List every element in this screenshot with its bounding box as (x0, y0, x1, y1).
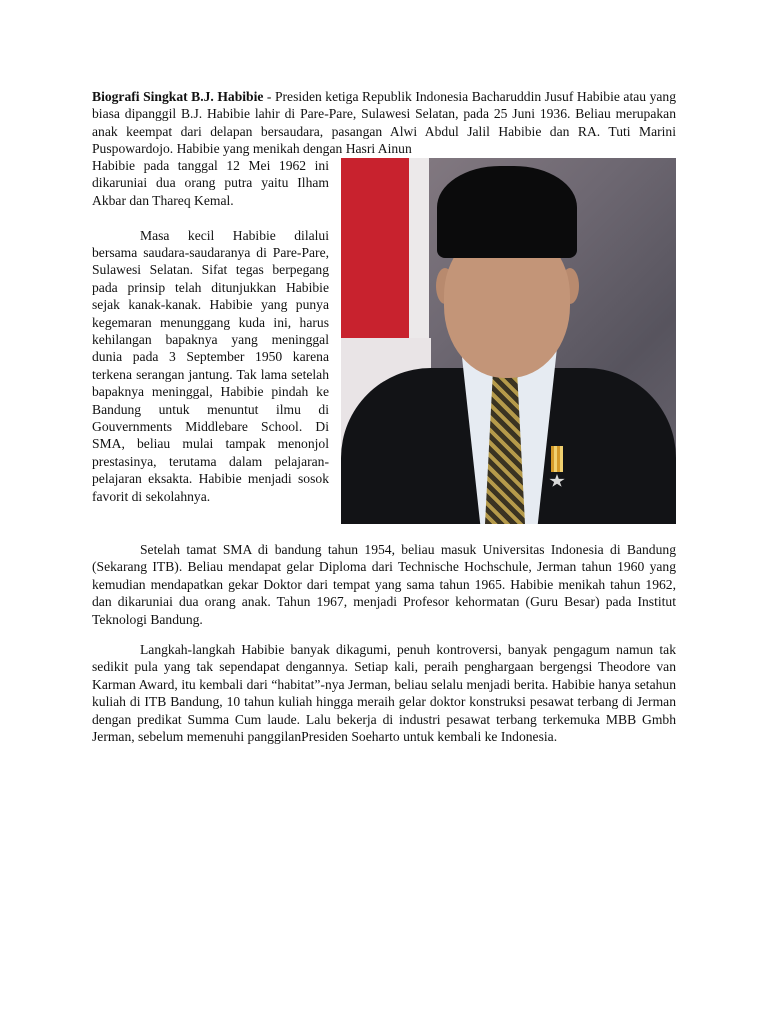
paragraph-education: Setelah tamat SMA di bandung tahun 1954, beliau masuk Universitas Indonesia di Bandung (Sekarang ITB). Beliau mendapat gelar Diploma dari Technische Hochschule, Jerman tahun 1960 yang kemudian mendapatkan gekar Doktor dari tempat yang sama tahun 1965. Habibie menikah tahun 1962, dan dikaruniai dua orang anak. Tahun 1967, menjadi Profesor kehormatan (Guru Besar) pada Institut Teknologi Bandung. (92, 542, 676, 627)
paragraph-career: Langkah-langkah Habibie banyak dikagumi, penuh kontroversi, banyak pengagum namun tak sedikit pula yang tak sependapat dengannya. Setiap kali, peraih penghargaan bergengsi Theodore van Karman Award, itu kembali dari “habitat”-nya Jerman, beliau selalu menjadi berita. Habibie hanya setahun kuliah di ITB Bandung, 10 tahun kuliah hingga meraih gelar doktor konstruksi pesawat terbang di Jerman dengan predikat Summa Cum laude. Lalu bekerja di industri pesawat terbang terkemuka MBB Gmbh Jerman, sebelum memenuhi panggilanPresiden Soeharto untuk kembali ke Indonesia. (92, 642, 676, 745)
paragraph-childhood: Masa kecil Habibie dilalui bersama saudara-saudaranya di Pare-Pare, Sulawesi Selatan. Sifat tegas berpegang pada prinsip telah ditunjukkan Habibie sejak kanak-kanak. Habibie yang punya kegemaran menunggang kuda ini, harus kehilangan bapaknya yang meninggal dunia pada 3 September 1950 karena terkena serangan jantung. Tak lama setelah bapaknya meninggal, Habibie pindah ke Bandung untuk menuntut ilmu di Gouvernments Middlebare School. Di SMA, beliau mulai tampak menonjol prestasinya, terutama dalam pelajaran-pelajaran eksakta. Habibie menjadi sosok favorit di sekolahnya. (92, 227, 329, 504)
medal-ribbon-icon (551, 446, 563, 472)
intro-text: - Presiden ketiga Republik Indonesia Bacharuddin Jusuf Habibie atau yang biasa dipanggil B.J. Habibie lahir di Pare-Pare, Sulawesi Selatan, pada 25 Juni 1936. Beliau merupakan anak keempat dari delapan bersaudara, pasangan Alwi Abdul Jalil Habibie dan RA. Tuti Marini Puspowardojo. Habibie yang menikah dengan Hasri Ainun (92, 89, 676, 157)
portrait-photo (341, 158, 676, 524)
document-title: Biografi Singkat B.J. Habibie (92, 89, 264, 104)
intro-paragraph (92, 88, 676, 158)
peci-hat (437, 166, 577, 258)
intro-continued: Habibie pada tanggal 12 Mei 1962 ini dikaruniai dua orang putra yaitu Ilham Akbar dan Thareq Kemal. (92, 158, 329, 208)
side-column (92, 157, 329, 505)
flag-white-stripe (409, 158, 429, 363)
